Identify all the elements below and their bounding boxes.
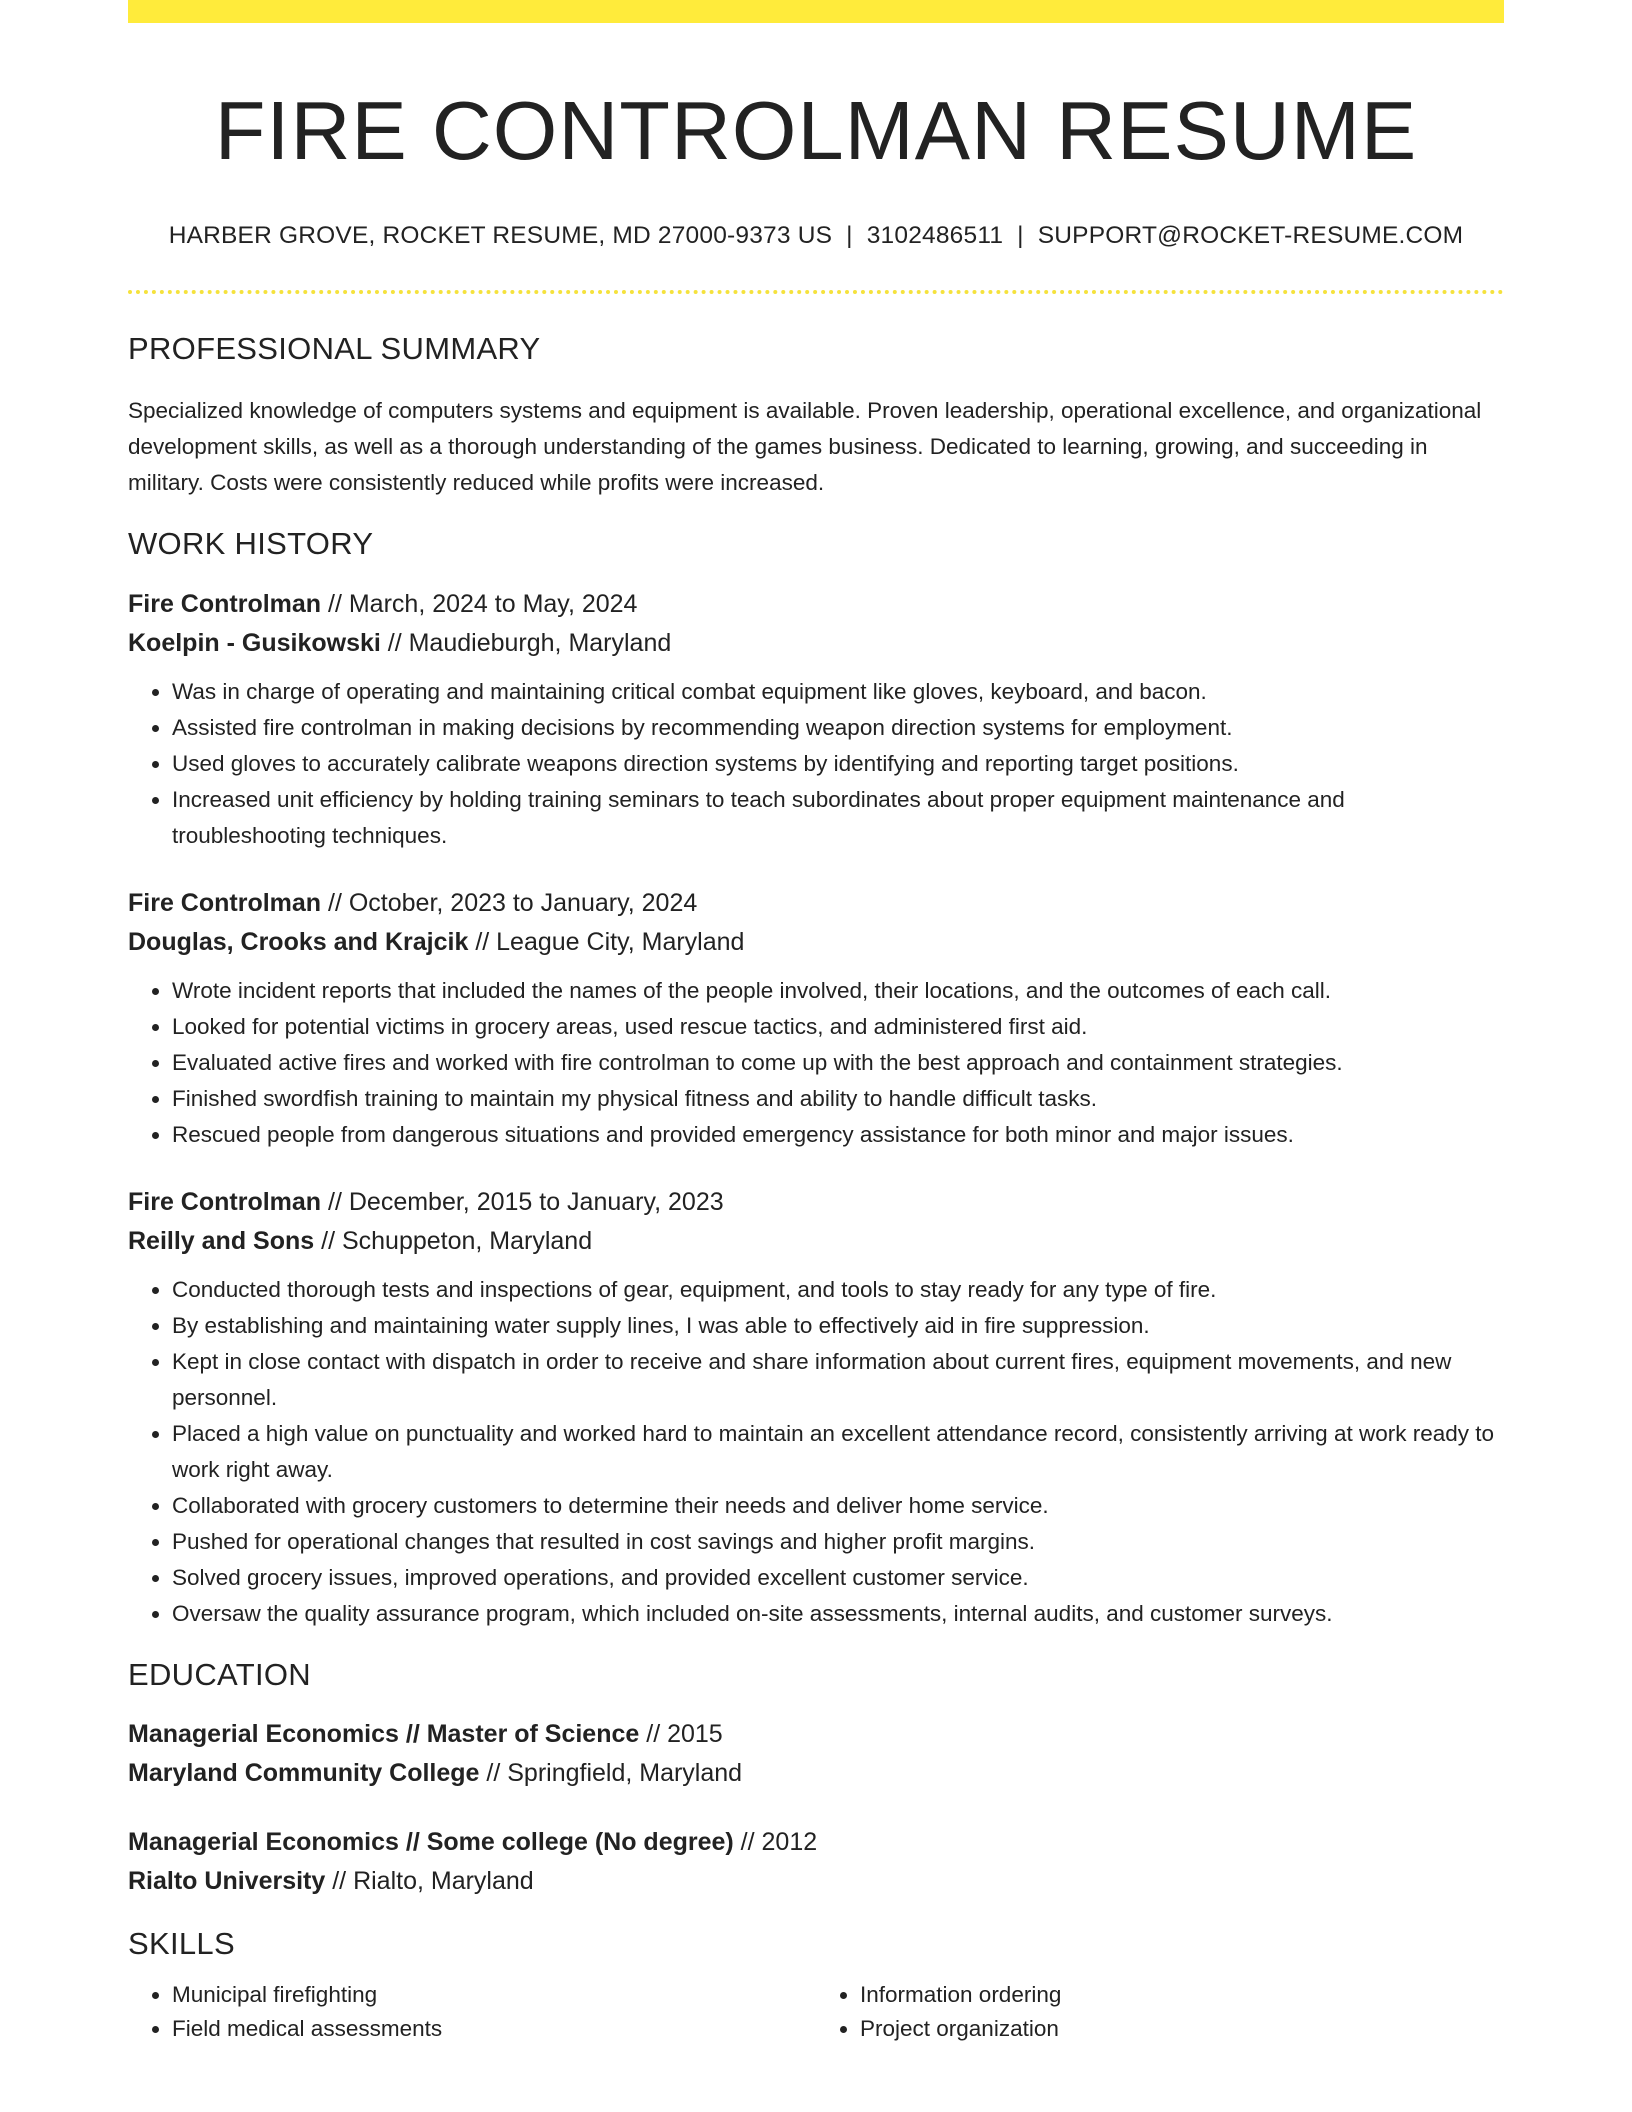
job-location: // Maudieburgh, Maryland (380, 628, 672, 657)
education-school: Maryland Community College (128, 1758, 480, 1787)
education-school-line (128, 1862, 1504, 1901)
job-bullet: • Collaborated with grocery customers to determine their needs and deliver home service. (172, 1488, 1504, 1524)
job-bullet: • Kept in close contact with dispatch in order to receive and share information about current fires, equipment movements, and new personnel. (172, 1344, 1504, 1416)
accent-top-bar (128, 0, 1504, 23)
education-degree-line (128, 1715, 1504, 1754)
contact-line (128, 222, 1504, 250)
job-entry (128, 1183, 1504, 1632)
section-heading-summary: PROFESSIONAL SUMMARY (128, 331, 541, 367)
education-degree: Managerial Economics // Some college (No degree) (128, 1827, 734, 1856)
section-heading-education: EDUCATION (128, 1656, 311, 1692)
skill-item: • Municipal firefighting (172, 1978, 816, 2012)
dotted-divider (128, 290, 1504, 294)
job-title-line (128, 884, 1504, 923)
job-bullet: • Used gloves to accurately calibrate weapons direction systems by identifying and reporting target positions. (172, 746, 1504, 782)
summary-text: Specialized knowledge of computers systems and equipment is available. Proven leadership, operational excellence, and organizational development skills, as well as a thorough understanding of the games business. Dedicated to learning, growing, and succeeding in military. Costs were consistently reduced while profits were increased. (128, 398, 1482, 496)
job-location: // Schuppeton, Maryland (314, 1226, 593, 1255)
education-entry (128, 1823, 1504, 1901)
job-bullet: • By establishing and maintaining water supply lines, I was able to effectively aid in fire suppression. (172, 1308, 1504, 1344)
job-bullet: • Pushed for operational changes that resulted in cost savings and higher profit margins. (172, 1524, 1504, 1560)
job-company-line (128, 624, 1504, 663)
contact-separator: | (1017, 222, 1024, 250)
job-bullets (128, 973, 1504, 1153)
education-section (128, 1656, 1504, 1901)
education-degree-line (128, 1823, 1504, 1862)
work-section (128, 525, 1504, 1631)
contact-phone: 3102486511 (866, 222, 1004, 250)
job-dates: // October, 2023 to January, 2024 (321, 888, 698, 917)
job-bullet: • Solved grocery issues, improved operations, and provided excellent customer service. (172, 1560, 1504, 1596)
skills-left-column (128, 1978, 816, 2046)
skill-item: • Project organization (860, 2012, 1504, 2046)
contact-email[interactable]: SUPPORT@ROCKET-RESUME.COM (1037, 222, 1464, 250)
job-title: Fire Controlman (128, 1187, 322, 1216)
skill-item: • Information ordering (860, 1978, 1504, 2012)
job-company: Koelpin - Gusikowski (128, 628, 381, 657)
job-company: Reilly and Sons (128, 1226, 315, 1255)
job-dates: // December, 2015 to January, 2023 (321, 1187, 724, 1216)
job-entry (128, 585, 1504, 854)
education-year: // 2015 (639, 1719, 723, 1748)
contact-address: HARBER GROVE, ROCKET RESUME, MD 27000-9373 US (168, 222, 833, 250)
job-company-line (128, 923, 1504, 962)
contact-separator: | (846, 222, 853, 250)
job-bullet: • Conducted thorough tests and inspections of gear, equipment, and tools to stay ready for any type of fire. (172, 1272, 1504, 1308)
education-location: // Springfield, Maryland (479, 1758, 743, 1787)
job-bullet: • Finished swordfish training to maintain my physical fitness and ability to handle difficult tasks. (172, 1081, 1504, 1117)
job-bullets (128, 1272, 1504, 1632)
education-school: Rialto University (128, 1866, 326, 1895)
job-bullet: • Oversaw the quality assurance program, which included on-site assessments, internal audits, and customer surveys. (172, 1596, 1504, 1632)
education-location: // Rialto, Maryland (325, 1866, 534, 1895)
skill-item: • Field medical assessments (172, 2012, 816, 2046)
job-bullet: • Increased unit efficiency by holding training seminars to teach subordinates about proper equipment maintenance and troubleshooting techniques. (172, 782, 1504, 854)
job-bullets (128, 674, 1504, 854)
job-bullet: • Evaluated active fires and worked with fire controlman to come up with the best approach and containment strategies. (172, 1045, 1504, 1081)
job-company: Douglas, Crooks and Krajcik (128, 927, 469, 956)
summary-section (128, 330, 1504, 501)
education-year: // 2012 (733, 1827, 818, 1856)
skills-columns (128, 1978, 1504, 2046)
job-entry (128, 884, 1504, 1153)
job-title: Fire Controlman (128, 888, 322, 917)
resume-page (128, 0, 1504, 2046)
education-school-line (128, 1754, 1504, 1793)
job-title-line (128, 1183, 1504, 1222)
education-degree: Managerial Economics // Master of Science (128, 1719, 640, 1748)
job-location: // League City, Maryland (468, 927, 745, 956)
job-title: Fire Controlman (128, 589, 322, 618)
page-title: FIRE CONTROLMAN RESUME (214, 84, 1418, 177)
job-bullet: • Was in charge of operating and maintaining critical combat equipment like gloves, keyboard, and bacon. (172, 674, 1504, 710)
job-bullet: • Looked for potential victims in grocery areas, used rescue tactics, and administered first aid. (172, 1009, 1504, 1045)
education-entry (128, 1715, 1504, 1793)
job-bullet: • Placed a high value on punctuality and worked hard to maintain an excellent attendance record, consistently arriving at work ready to work right away. (172, 1416, 1504, 1488)
skills-right-column (816, 1978, 1504, 2046)
job-bullet: • Rescued people from dangerous situations and provided emergency assistance for both minor and major issues. (172, 1117, 1504, 1153)
job-dates: // March, 2024 to May, 2024 (321, 589, 638, 618)
section-heading-work: WORK HISTORY (128, 526, 374, 562)
section-heading-skills: SKILLS (128, 1925, 235, 1961)
job-bullet: • Assisted fire controlman in making decisions by recommending weapon direction systems for employment. (172, 710, 1504, 746)
job-company-line (128, 1222, 1504, 1261)
job-bullet: • Wrote incident reports that included the names of the people involved, their locations, and the outcomes of each call. (172, 973, 1504, 1009)
skills-section (128, 1925, 1504, 2046)
job-title-line (128, 585, 1504, 624)
